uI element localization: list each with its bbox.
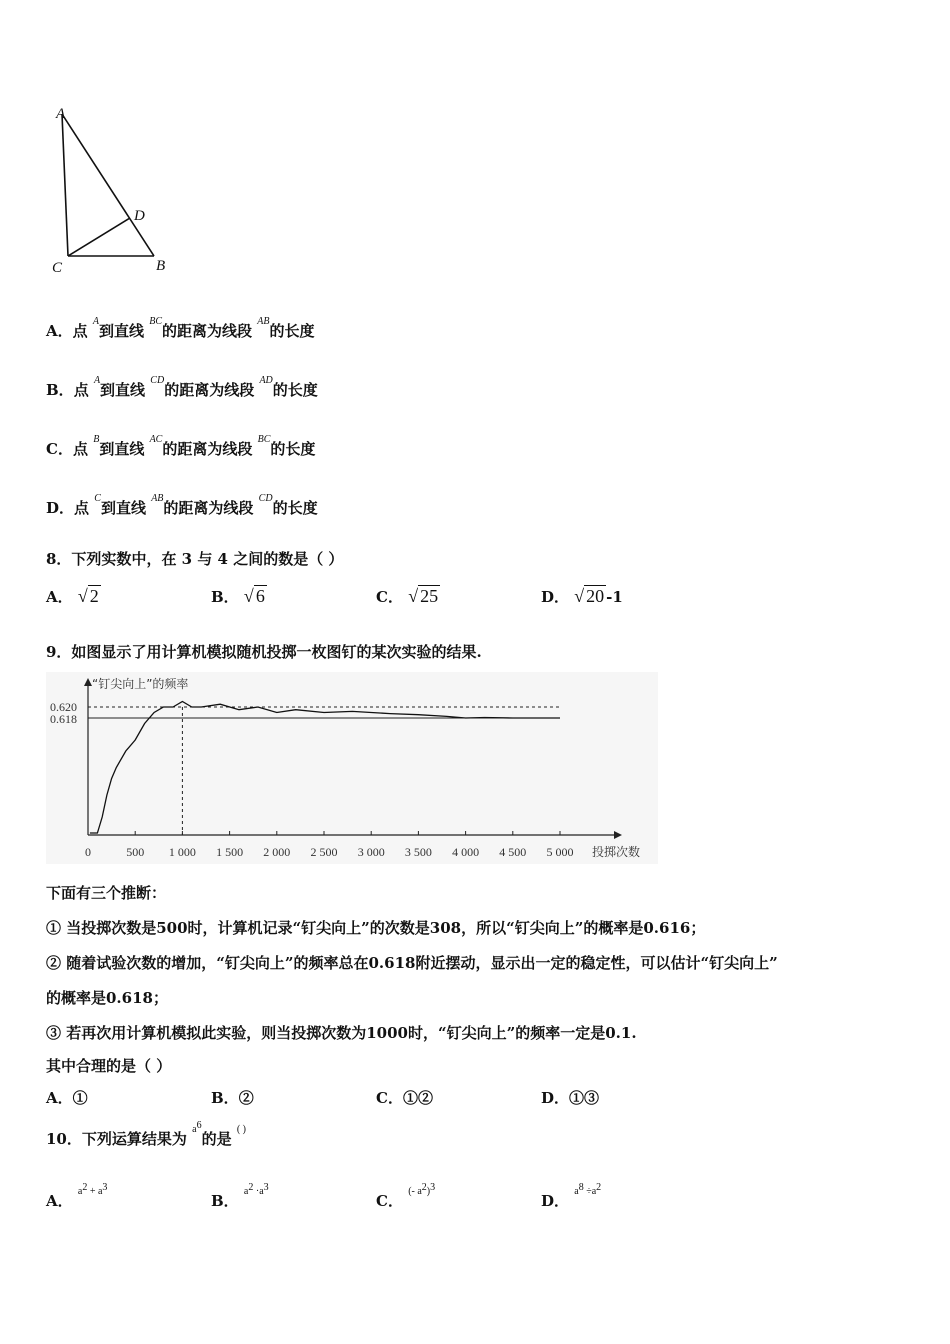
q7-option-b[interactable]: B．点 $^A$到直线 $^{CD}$的距离为线段 $^{AD}$的长度: [46, 375, 318, 399]
q9-statement-2a: ② 随着试验次数的增加，“钉尖向上”的频率总在0.618附近摆动，显示出一定的稳定性，可以估计“钉尖向上”: [46, 954, 778, 972]
q10-a6: a6: [192, 1120, 202, 1135]
x-tick-label: 3 000: [357, 845, 385, 859]
q8-option-d[interactable]: D． √ 20 -1: [541, 586, 623, 606]
q8-option-c[interactable]: C． √ 25: [376, 586, 439, 606]
q9-intro: 下面有三个推断：: [46, 884, 167, 902]
y-axis-title: “钉尖向上”的频率: [92, 677, 189, 691]
vertex-C-label: C: [52, 260, 63, 276]
x-tick-label: 1 000: [168, 845, 196, 859]
x-tick-label: 5 000: [546, 845, 574, 859]
sqrt-25: √ 25: [408, 586, 439, 606]
q10-stem: 10．下列运算结果为 $^{a6}$的是 ( ): [46, 1120, 246, 1148]
vertex-D-label: D: [134, 208, 145, 224]
vertex-A-label: A: [56, 106, 66, 122]
q9-option-b[interactable]: B．②: [211, 1089, 254, 1107]
y-tick-0620: 0.620: [50, 700, 77, 714]
edge-CD: [68, 218, 130, 256]
x-tick-label: 4 500: [499, 845, 527, 859]
y-tick-0618: 0.618: [50, 712, 77, 726]
x-tick-label: 500: [126, 845, 145, 859]
sqrt-2: √ 2: [77, 586, 99, 606]
q7-option-d[interactable]: D．点 $^C$到直线 $^{AB}$的距离为线段 $^{CD}$的长度: [46, 493, 318, 517]
sqrt-20: √ 20: [574, 586, 605, 606]
q10-option-b[interactable]: B． $^{a2 \cdot a3}$: [211, 1182, 269, 1210]
q9-statement-3: ③ 若再次用计算机模拟此实验，则当投掷次数为1000时，“钉尖向上”的频率一定是0.1.: [46, 1024, 637, 1042]
q8-stem: 8．下列实数中，在 3 与 4 之间的数是（ ）: [46, 550, 344, 568]
q10-paren: ( ): [236, 1124, 246, 1135]
edge-AB: [62, 114, 154, 256]
x-tick-label: 3 500: [404, 845, 432, 859]
q8-option-a[interactable]: A． √ 2: [46, 586, 99, 606]
q7-option-c[interactable]: C．点 $^B$到直线 $^{AC}$的距离为线段 $^{BC}$的长度: [46, 434, 316, 458]
x-tick-label: 0: [85, 845, 91, 859]
q10-option-d[interactable]: D． $^{a8 \div a2}$: [541, 1182, 602, 1210]
q10-option-a[interactable]: A． $^{a2 + a3}$: [46, 1182, 108, 1210]
q9-option-a[interactable]: A．①: [46, 1089, 88, 1107]
q9-statement-1: ① 当投掷次数是500时，计算机记录“钉尖向上”的次数是308，所以“钉尖向上”的概率是0.616；: [46, 919, 706, 937]
triangle-figure: [40, 100, 180, 280]
q8-option-b[interactable]: B． √ 6: [211, 586, 265, 606]
x-tick-label: 1 500: [216, 845, 244, 859]
vertex-B-label: B: [156, 258, 166, 274]
x-tick-label: 2 500: [310, 845, 338, 859]
edge-AC: [62, 114, 68, 256]
q9-option-d[interactable]: D．①③: [541, 1089, 600, 1107]
q10-option-c[interactable]: C． $^{(- a2)3}$: [376, 1182, 436, 1210]
x-axis-title: 投掷次数: [592, 845, 641, 859]
q9-ask: 其中合理的是（ ）: [46, 1057, 172, 1075]
frequency-chart: [46, 672, 658, 864]
q9-option-c[interactable]: C．①②: [376, 1089, 433, 1107]
x-tick-label: 2 000: [263, 845, 291, 859]
x-tick-label: 4 000: [452, 845, 480, 859]
sqrt-6: √ 6: [243, 586, 265, 606]
q7-option-a[interactable]: A．点 $^A$到直线 $^{BC}$的距离为线段 $^{AB}$的长度: [46, 316, 315, 340]
q9-stem: 9．如图显示了用计算机模拟随机投掷一枚图钉的某次实验的结果.: [46, 643, 482, 661]
q9-statement-2b: 的概率是0.618；: [46, 989, 168, 1007]
